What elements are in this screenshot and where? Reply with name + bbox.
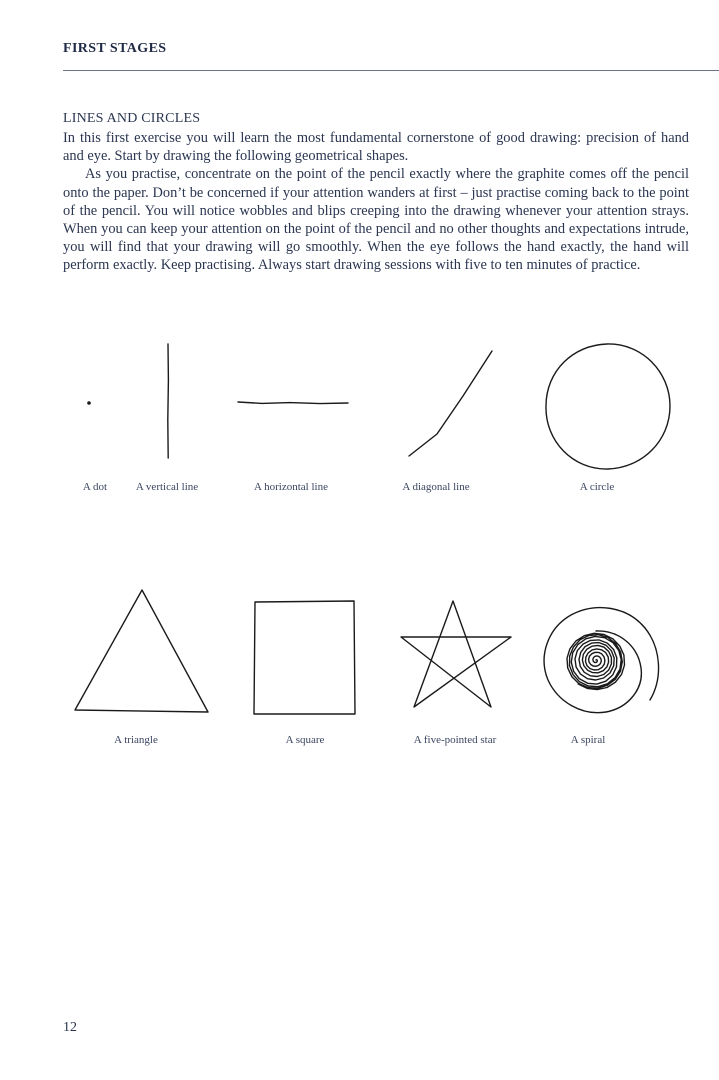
caption-square: A square	[285, 734, 325, 746]
caption-horizontal-line: A horizontal line	[254, 481, 328, 493]
square-drawing	[254, 601, 355, 714]
triangle-drawing	[75, 590, 208, 712]
star-drawing	[401, 601, 511, 707]
section-heading: LINES AND CIRCLES	[63, 111, 201, 126]
vertical-line-drawing	[168, 344, 169, 458]
diagonal-line-drawing	[409, 351, 492, 456]
caption-triangle: A triangle	[114, 734, 158, 746]
caption-diagonal-line: A diagonal line	[402, 481, 470, 493]
page-number: 12	[63, 1020, 77, 1035]
paragraph-practise: As you practise, concentrate on the point of the pencil exactly where the graphite comes off the pencil onto the paper. Don’t be concerned if your attention wanders at first – just practise coming back to the point of the pencil. You will notice wobbles and blips creeping into the drawing whenever your attention strays. When you can keep your attention on the point of the pencil and no other thoughts and expectations intrude, you will find that your drawing will go smoothly. When the eye follows the hand exactly, the hand will perform exactly. Keep practising. Always start drawing sessions with five to ten minutes of practice.	[63, 166, 689, 274]
horizontal-line-drawing	[238, 402, 348, 404]
dot-drawing	[87, 401, 91, 405]
circle-drawing	[546, 344, 670, 469]
spiral-drawing	[567, 633, 625, 689]
caption-vertical-line: A vertical line	[135, 481, 199, 493]
caption-star: A five-pointed star	[413, 734, 497, 746]
running-head: FIRST STAGES	[63, 41, 167, 56]
caption-dot: A dot	[82, 481, 108, 493]
caption-circle: A circle	[579, 481, 615, 493]
paragraph-intro: In this first exercise you will learn the most fundamental cornerstone of good drawing: precision of hand and eye. Start by drawing the following geometrical shapes.	[63, 130, 689, 165]
header-rule	[63, 70, 719, 71]
caption-spiral: A spiral	[570, 734, 606, 746]
spiral-outer-drawing	[544, 608, 658, 713]
body-text	[63, 129, 689, 275]
